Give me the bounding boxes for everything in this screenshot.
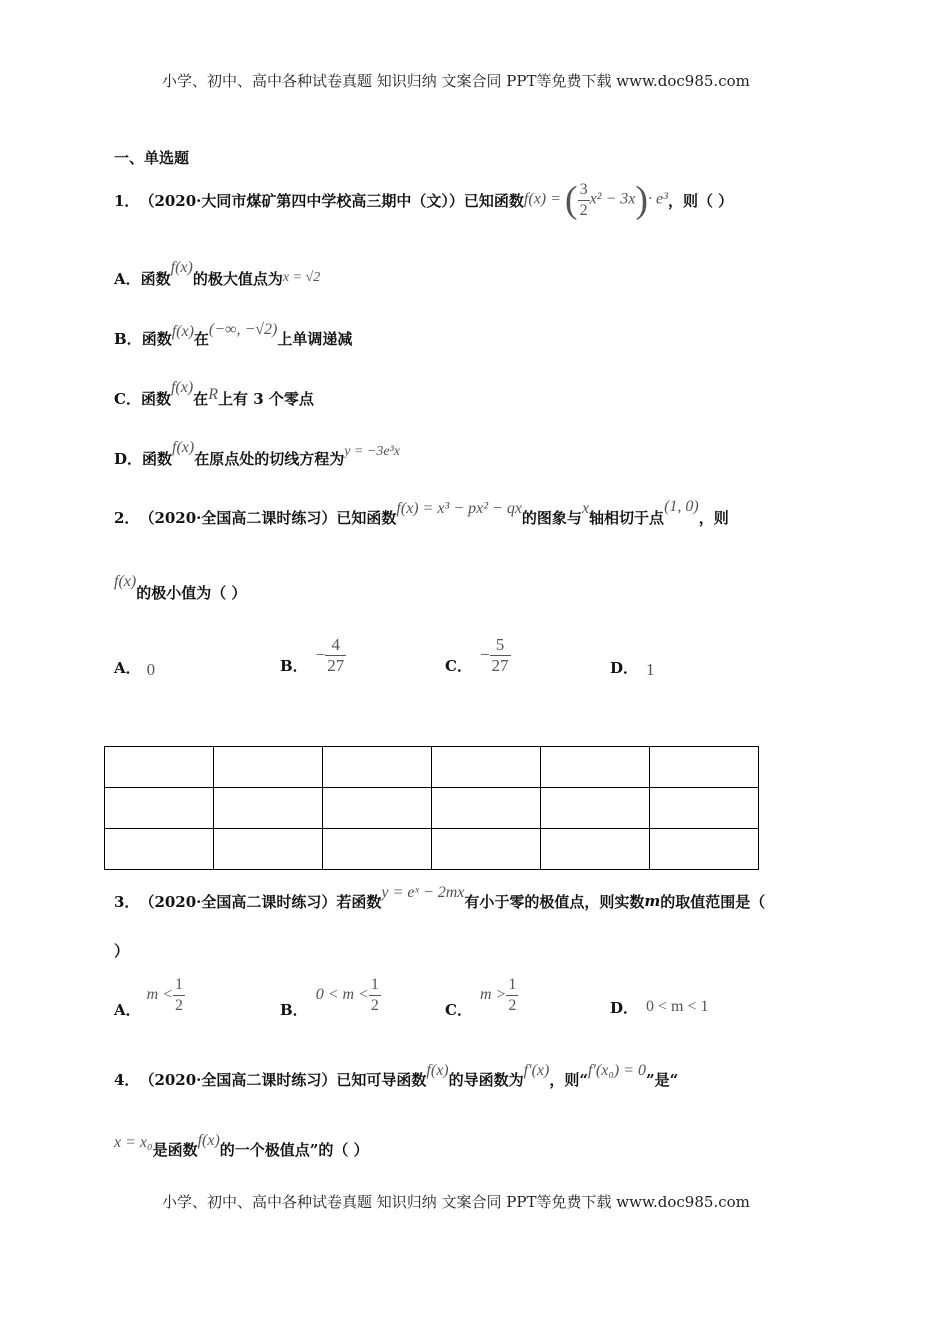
question-2-line-2 [114,574,246,610]
table-cell [323,829,432,870]
q1-option-b [114,322,352,354]
table-row [105,747,759,788]
option-label: D． [114,449,143,468]
option-text: 上单调递减 [277,329,353,348]
question-4-text: ，则“ [549,1070,588,1089]
question-2-function: f(x) [114,573,137,590]
question-3-source: （2020·全国高二课时练习）若函数 [139,892,382,911]
option-fraction [325,635,346,676]
fraction-numerator: 1 [173,975,185,996]
question-3-var: m [644,892,661,910]
question-4-expr: x = x₀ [114,1134,153,1151]
question-4-function: f(x) [426,1062,449,1079]
question-2-point: (1, 0) [664,498,699,515]
fraction-numerator: 3 [578,180,590,201]
option-math: R [208,386,218,403]
option-function: f(x) [172,439,195,456]
q2-option-d [610,652,655,682]
empty-table [104,746,759,870]
option-text: 的极大值点为 [192,269,283,288]
question-4 [114,1062,678,1096]
option-math: m < [146,986,173,1003]
option-text: 上有 3 个零点 [217,389,314,408]
option-fraction [506,975,518,1016]
section-title: 一、单选题 [114,149,190,167]
option-text: 在原点处的切线方程为 [194,449,345,468]
q3-option-a [114,970,185,1020]
option-text: 函数 [140,389,171,408]
question-2-suffix: ，则 [698,508,729,527]
option-sign: − [479,645,490,664]
table-cell [650,747,759,788]
q1-option-d [114,439,400,474]
q3-option-d [610,994,709,1020]
option-text: 在 [193,329,209,348]
question-3-formula: y = eˣ − 2mx [381,884,465,901]
table-cell [323,747,432,788]
question-4-derivative: f′(x) [523,1062,550,1079]
question-3-number: 3． [114,892,140,911]
question-3 [114,884,765,918]
table-row [105,788,759,829]
option-text: 函数 [140,269,171,288]
q1-option-c [114,379,314,414]
table-cell [541,829,650,870]
question-4-source: （2020·全国高二课时练习）已知可导函数 [139,1070,427,1089]
question-1-formula [524,178,668,222]
question-4-number: 4． [114,1070,140,1089]
table-cell [214,747,323,788]
fraction-denominator: 27 [491,655,509,675]
table-cell [105,788,214,829]
page-header: 小学、初中、高中各种试卷真题 知识归纳 文案合同 PPT等免费下载 www.doc985.com [162,72,750,90]
question-2-var: x [581,500,590,517]
table-cell [541,747,650,788]
option-label: D． [610,658,639,677]
table-cell [432,829,541,870]
table-cell [323,788,432,829]
question-2-text: 的图象与 [521,508,582,527]
formula-tail: · e³ [648,190,668,208]
fraction-denominator: 2 [175,996,183,1014]
option-label: C． [114,389,141,408]
q3-option-b [280,970,381,1020]
fraction-numerator: 1 [506,975,518,996]
option-label: A． [114,1000,141,1019]
option-label: B． [280,656,308,675]
question-4-function: f(x) [197,1132,220,1149]
formula-lhs: f(x) = [523,190,565,208]
question-4-text: ”是“ [646,1070,679,1089]
option-math: 0 [146,660,156,679]
question-1-source: （2020·大同市煤矿第四中学校高三期中（文））已知函数 [139,191,524,210]
fraction-numerator: 5 [490,635,511,656]
question-4-text: 的导函数为 [448,1070,524,1089]
fraction-denominator: 2 [579,201,588,219]
option-math: 1 [646,660,655,679]
formula-inner: x² − 3x [589,190,636,208]
option-math: x = √2 [282,270,321,285]
table-cell [214,829,323,870]
option-label: D． [610,998,639,1017]
option-math: 0 < m < 1 [646,998,709,1015]
option-fraction [369,975,381,1016]
option-math: y = −3e³x [344,444,400,459]
question-4-text: 是函数 [152,1140,198,1159]
question-2-text: 轴相切于点 [589,508,665,527]
left-paren: ( [564,179,578,221]
table-cell [105,829,214,870]
q1-option-a [114,259,321,294]
question-1-number: 1． [114,191,140,210]
question-4-line-2 [114,1132,369,1166]
page-footer: 小学、初中、高中各种试卷真题 知识归纳 文案合同 PPT等免费下载 www.doc985.com [162,1193,750,1211]
option-sign: − [315,645,326,664]
question-4-condition: f′(x₀) = 0 [587,1062,647,1079]
fraction-denominator: 2 [370,996,379,1014]
fraction [578,180,590,221]
option-math: 0 < m < [315,986,369,1003]
question-1-suffix: ，则（ ） [667,191,734,210]
fraction-numerator: 4 [325,635,346,656]
question-2 [114,500,729,534]
table-cell [214,788,323,829]
right-paren: ) [635,179,649,221]
option-label: A． [114,269,141,288]
question-2-number: 2． [114,508,140,527]
question-3-close-paren: ） [114,942,130,960]
option-label: B． [114,329,142,348]
table-row [105,829,759,870]
option-label: B． [280,1000,308,1019]
option-function: f(x) [171,323,194,340]
option-label: C． [445,656,472,675]
table-cell [650,788,759,829]
fraction-denominator: 27 [327,655,345,675]
table-cell [105,747,214,788]
fraction-denominator: 2 [508,996,517,1014]
option-text: 在 [193,389,209,408]
option-function: f(x) [170,379,194,396]
option-fraction [490,635,511,676]
question-2-source: （2020·全国高二课时练习）已知函数 [139,508,397,527]
option-text: 函数 [141,329,172,348]
question-2-text: 的极小值为（ ） [136,583,247,602]
question-4-text: 的一个极值点”的（ ） [219,1140,369,1159]
table-cell [432,788,541,829]
q2-option-a [114,652,155,682]
question-1 [114,172,733,228]
q2-option-b [280,628,346,682]
option-text: 函数 [142,449,173,468]
q3-option-c [445,970,518,1020]
q2-option-c [445,628,511,682]
fraction-numerator: 1 [369,975,381,996]
option-function: f(x) [170,259,193,276]
table-cell [650,829,759,870]
option-label: A． [114,658,141,677]
question-3-text: 有小于零的极值点，则实数 [464,892,645,911]
table-cell [432,747,541,788]
table-cell [541,788,650,829]
option-fraction [173,975,185,1016]
option-math: (−∞, −√2) [208,321,278,338]
question-2-formula: f(x) = x³ − px² − qx [396,500,522,517]
option-math: m > [479,986,507,1003]
question-3-text: 的取值范围是（ [660,892,766,911]
option-label: C． [445,1000,472,1019]
